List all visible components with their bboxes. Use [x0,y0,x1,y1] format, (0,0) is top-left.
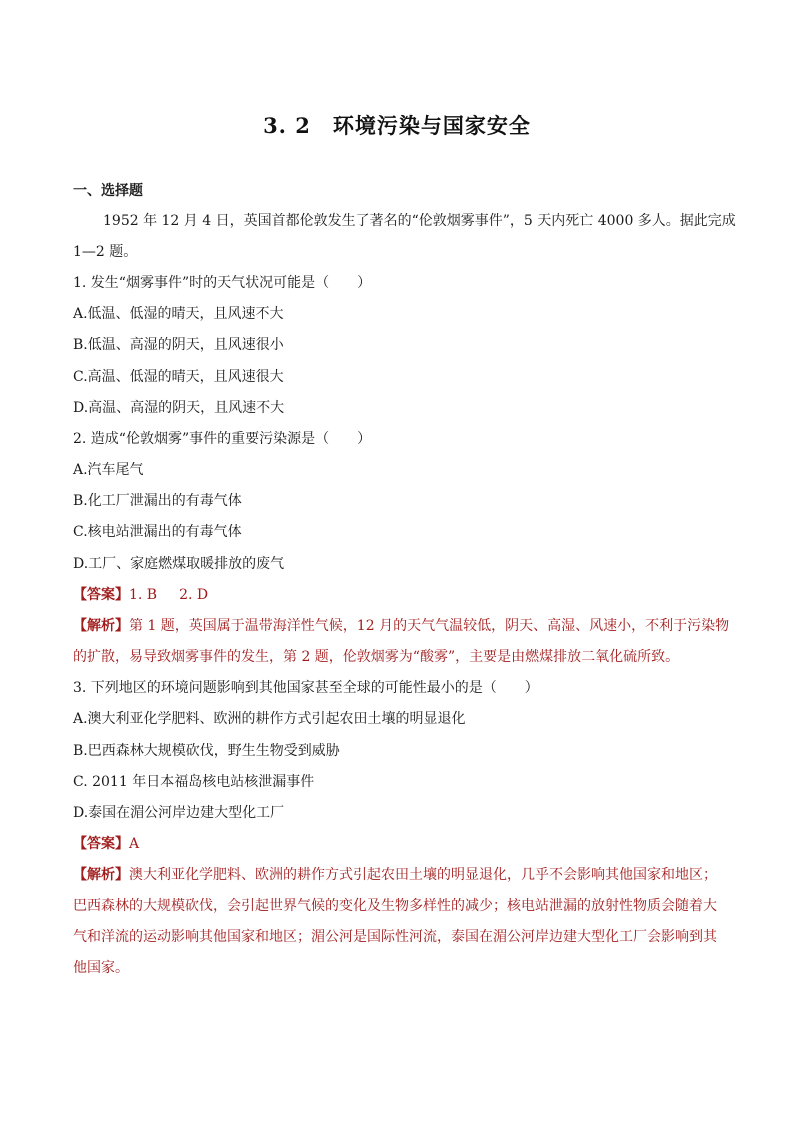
question-3-option-c: C. 2011 年日本福岛核电站核泄漏事件 [73,774,315,790]
question-1-option-a: A.低温、低湿的晴天，且风速不大 [73,306,284,322]
answer-2-tag: 【答案】 [73,836,129,852]
section-heading: 一、选择题 [73,183,143,199]
page-title [0,110,794,140]
title-number: 3. 2 [263,113,311,138]
answer-1-value-b: 2. D [179,587,209,603]
question-1-stem: 1. 发生“烟雾事件”时的天气状况可能是（ ） [73,275,372,291]
question-2-stem: 2. 造成“伦敦烟雾”事件的重要污染源是（ ） [73,431,372,447]
question-1-option-c: C.高温、低湿的晴天，且风速很大 [73,369,284,385]
question-3-option-a: A.澳大利亚化学肥料、欧洲的耕作方式引起农田土壤的明显退化 [73,711,466,727]
answer-1-tag: 【答案】 [73,587,129,603]
title-text: 环境污染与国家安全 [332,113,531,138]
question-3-stem: 3. 下列地区的环境问题影响到其他国家甚至全球的可能性最小的是（ ） [73,680,539,696]
question-2-option-b: B.化工厂泄漏出的有毒气体 [73,493,242,509]
answer-1-value-a: 1. B [129,587,158,603]
question-1-option-b: B.低温、高湿的阴天，且风速很小 [73,337,284,353]
answer-1 [73,585,733,605]
question-1-option-d: D.高温、高湿的阴天，且风速不大 [73,400,285,416]
question-3-option-d: D.泰国在湄公河岸边建大型化工厂 [73,805,285,821]
analysis-2-text-1: 澳大利亚化学肥料、欧洲的耕作方式引起农田土壤的明显退化，几乎不会影响其他国家和地区； [129,867,717,883]
answer-2-value: A [129,836,140,852]
analysis-2-line-1 [73,865,733,885]
intro-line-2: 1—2 题。 [73,244,138,260]
answer-2 [73,834,733,854]
analysis-1-line-1 [73,616,733,636]
analysis-1-line-2: 的扩散，易导致烟雾事件的发生，第 2 题，伦敦烟雾为“酸雾”，主要是由燃煤排放二氧化硫所致。 [73,649,680,665]
analysis-2-tag: 【解析】 [73,867,129,883]
analysis-2-line-3: 气和洋流的运动影响其他国家和地区；湄公河是国际性河流，泰国在湄公河岸边建大型化工厂会影响到其 [73,929,717,945]
question-3-option-b: B.巴西森林大规模砍伐，野生生物受到威胁 [73,743,340,759]
intro-line-1: 1952 年 12 月 4 日，英国首都伦敦发生了著名的“伦敦烟雾事件”，5 天内死亡 4000 多人。据此完成 [103,213,736,229]
question-2-option-c: C.核电站泄漏出的有毒气体 [73,524,242,540]
question-2-option-d: D.工厂、家庭燃煤取暖排放的废气 [73,556,285,572]
analysis-2-line-4: 他国家。 [73,960,129,976]
analysis-1-tag: 【解析】 [73,618,129,634]
analysis-1-text-1: 第 1 题，英国属于温带海洋性气候，12 月的天气气温较低，阴天、高湿、风速小，不利于污染物 [129,618,730,634]
question-2-option-a: A.汽车尾气 [73,462,144,478]
analysis-2-line-2: 巴西森林的大规模砍伐，会引起世界气候的变化及生物多样性的减少；核电站泄漏的放射性物质会随着大 [73,898,717,914]
